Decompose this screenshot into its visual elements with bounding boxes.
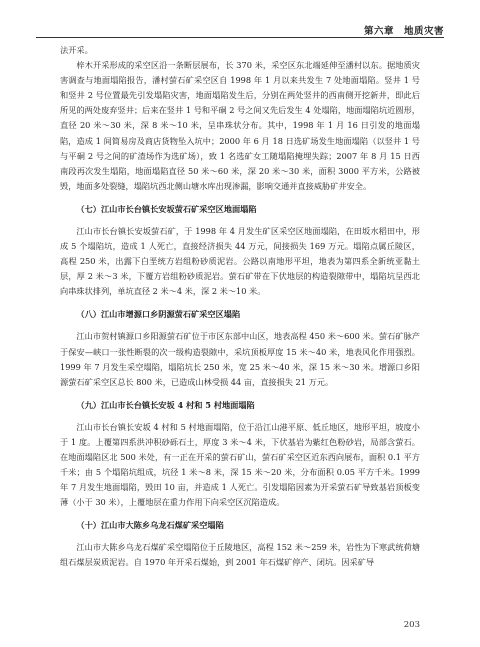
section-heading: （八）江山市增源口乡阴源萤石矿采空区塌陷: [76, 309, 241, 320]
chapter-title: 第六章 地质灾害: [363, 26, 444, 37]
page-body: [60, 43, 420, 571]
paragraph: 法开采。: [60, 45, 93, 55]
header-divider: [36, 37, 444, 38]
paragraph: 江山市大陈乡乌龙石煤矿采空塌陷位于丘陵地区，高程 152 米～259 米，岩性为下寒武统荷塘组石煤层炭质泥岩。自 1970 年开采石煤始，到 2001 年石煤矿停产、闭坑。因采矿导: [60, 542, 420, 568]
section-heading: （七）江山市长台镇长安坂萤石矿采空区地面塌陷: [76, 203, 257, 214]
section-heading: （九）江山市长台镇长安坂 4 村和 5 村地面塌陷: [76, 399, 255, 410]
paragraph: 梓木开采形成的采空区沿一条断层展布，长 370 米，采空区东北端延伸至潘村以东。据地质灾害调查与地面塌陷报告，潘村萤石矿采空区自 1998 年 1 月以来共发生 7 处地面塌陷。竖井 1 号和竖井 2 号位置最先引发塌陷灾害，地面塌陷发生后，分别在两处竖井的西南侧开挖新井，即此后所见的两处废弃竖井；后来在竖井 1 号和平硐 2 号之间又先后发生 4 处塌陷，地面塌陷坑近圆形，直径 20 米～30 米，深 8 米～10 米，呈串珠状分布。其中，1998 年 1 月 16 日引发的地面塌陷，造成 1 间简易房及商店货物坠入坑中；2000 年 6 月 18 日选矿场发生地面塌陷（以竖井 1 号与平硐 2 号之间的矿渣场作为选矿场），致 1 名选矿女工随塌陷掩埋失踪；2007 年 8 月 15 日西南段再次发生塌陷，地面塌陷直径 50 米～60 米，深 20 米～30 米，面积 3000 平方米，公路被毁，地面多处裂缝，塌陷坑西北侧山塘水库出现渗漏，影响交通并直接威胁矿井安全。: [60, 60, 420, 191]
paragraph: 江山市长台镇长安坂 4 村和 5 村地面塌陷，位于沿江山港平原、低丘地区，地形平坦，坡度小于 1 度。上覆第四系洪冲积砂砾石土，厚度 3 米～4 米，下伏基岩为紫红色粉砂岩，局部含萤石。在地面塌陷区北 500 米处，有一正在开采的萤石矿山，萤石矿采空区近东西向展布，面积 0.1 平方千米；由 5 个塌陷坑组成，坑径 1 米～8 米，深 15 米～20 米，分布面积 0.05 平方千米。1999 年 7 月发生地面塌陷，毁田 10 亩，并造成 1 人死亡。引发塌陷因素为开采萤石矿导致基岩顶板变薄（小于 30 米），上覆地层在重力作用下向采空区沉陷造成。: [60, 421, 420, 508]
page-number: 203: [403, 620, 420, 630]
section-heading: （十）江山市大陈乡乌龙石煤矿采空塌陷: [76, 520, 224, 531]
paragraph: 江山市贺村镇源口乡阳源萤石矿位于市区东部中山区，地表高程 450 米～600 米。萤石矿脉产于保安—峡口一张性断裂的次一级构造裂隙中，采坑顶板厚度 15 米～40 米，地表风化作用强烈。1999 年 7 月发生采空塌陷，塌陷坑长 250 米，宽 25 米～40 米，深 15 米～30 米。增源口乡阳源萤石矿采空区总长 800 米，已造成山林受损 44 亩，直接损失 21 万元。: [60, 331, 420, 387]
paragraph: 江山市长台镇长安坂萤石矿，于 1998 年 4 月发生矿区采空区地面塌陷，在田坂水稻田中，形成 5 个塌陷坑，造成 1 人死亡，直接经济损失 44 万元，间接损失 169 万元。塌陷点属丘陵区，高程 250 米，出露下白垩统方岩组粉砂质泥岩。公路以南地形平坦，地表为第四系全新统亚黏土层，厚 2 米～3 米，下覆方岩组粉砂质泥岩。萤石矿带在下伏地层的构造裂隙带中，塌陷坑呈西北向串珠状排列，单坑直径 2 米～4 米，深 2 米～10 米。: [60, 225, 420, 297]
